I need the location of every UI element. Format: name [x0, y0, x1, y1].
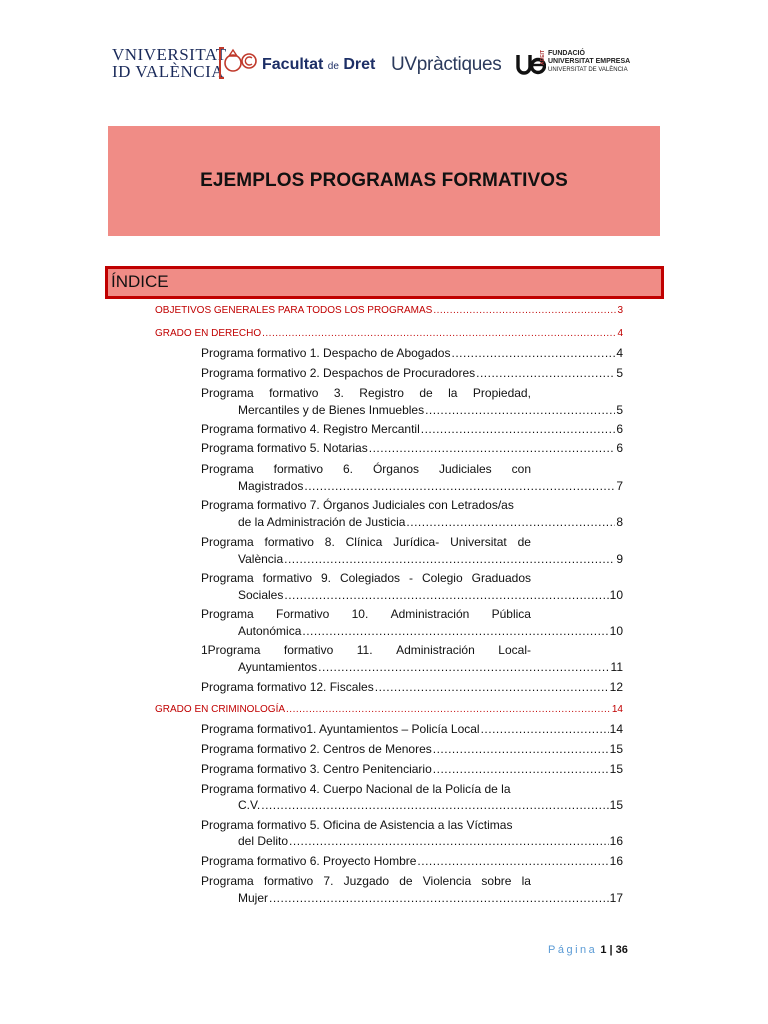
toc-entry-objetivos[interactable] — [155, 305, 623, 316]
word: la — [521, 874, 531, 888]
word: Administración — [396, 643, 475, 657]
toc-page-number: 15 — [609, 798, 623, 812]
word: Clínica — [345, 535, 383, 549]
leader-dots — [406, 515, 615, 529]
word: formativo — [269, 386, 319, 400]
toc-entry-derecho-12[interactable] — [201, 680, 623, 694]
toc-page-number: 16 — [609, 834, 623, 848]
toc-entry-derecho-8-line1[interactable] — [201, 535, 531, 549]
toc-entry-derecho-1[interactable] — [201, 346, 623, 360]
fue-line3: UNIVERSITAT DE VALÈNCIA — [548, 67, 628, 73]
toc-page-number: 10 — [609, 624, 623, 638]
word: 11. — [356, 643, 373, 657]
word: Órganos — [372, 462, 419, 476]
toc-entry-criminologia-6[interactable] — [201, 854, 623, 868]
word: Formativo — [275, 607, 330, 621]
leader-dots — [451, 346, 615, 360]
toc-entry-criminologia-7-line1[interactable] — [201, 874, 531, 888]
leader-dots — [433, 742, 609, 756]
word: Propiedad, — [472, 386, 531, 400]
leader-dots — [286, 704, 611, 715]
leader-dots — [425, 403, 615, 417]
word: Administración — [390, 607, 470, 621]
index-heading: ÍNDICE — [111, 272, 169, 291]
leader-dots — [433, 762, 609, 776]
word: 10. — [351, 607, 369, 621]
leader-dots — [476, 366, 615, 380]
toc-entry-derecho-5[interactable] — [201, 441, 623, 455]
leader-dots — [289, 834, 609, 848]
word: Colegiados — [339, 571, 401, 585]
word: formativo — [263, 874, 314, 888]
leader-dots — [262, 328, 616, 339]
word: formativo — [264, 535, 314, 549]
toc-entry-derecho-10-line1[interactable] — [201, 607, 531, 621]
word: Programa — [201, 874, 254, 888]
toc-entry-text: Sociales — [238, 588, 284, 602]
toc-page-number: 8 — [616, 515, 623, 529]
toc-entry-grado-derecho[interactable] — [155, 328, 623, 339]
word: Programa — [201, 386, 254, 400]
toc-entry-text: OBJETIVOS GENERALES PARA TODOS LOS PROGRAMAS — [155, 305, 433, 316]
toc-entry-text: Programa formativo 3. Centro Penitenciario — [201, 762, 432, 776]
facultat-dret-logo — [262, 56, 375, 74]
word: Graduados — [471, 571, 531, 585]
toc-entry-text: del Delito — [238, 834, 289, 848]
toc-entry-derecho-9-line1[interactable] — [201, 571, 531, 585]
word: 1Programa — [201, 643, 261, 657]
toc-entry-derecho-11-line2[interactable] — [238, 660, 623, 674]
toc-entry-text: de la Administración de Justicia — [238, 515, 406, 529]
word: Judiciales — [438, 462, 492, 476]
uv-logo-line1: VNIVERSITAT — [112, 45, 227, 64]
leader-dots — [302, 624, 608, 638]
word: Pública — [491, 607, 531, 621]
word: Colegio — [421, 571, 463, 585]
toc-entry-derecho-3-line1[interactable] — [201, 386, 531, 400]
index-heading-box — [105, 266, 664, 299]
word: Registro — [359, 386, 404, 400]
leader-dots — [481, 722, 609, 736]
leader-dots — [261, 798, 608, 812]
toc-page-number: 15 — [609, 742, 623, 756]
toc-page-number: 9 — [616, 552, 623, 566]
faculty-logo-main: Facultat — [262, 56, 324, 73]
toc-page-number: 6 — [616, 441, 623, 455]
leader-dots — [433, 305, 616, 316]
leader-dots — [375, 680, 609, 694]
toc-entry-derecho-7-line1[interactable]: Programa formativo 7. Órganos Judiciales con Letrados/as — [201, 498, 514, 512]
word: Violencia — [422, 874, 472, 888]
logo-bar — [112, 44, 652, 88]
word: Local- — [498, 643, 531, 657]
word: la — [448, 386, 458, 400]
word: de — [517, 535, 531, 549]
toc-entry-text: Programa formativo 5. Notarias — [201, 441, 368, 455]
word: Jurídica- — [393, 535, 440, 549]
word: 6. — [342, 462, 353, 476]
toc-page-number: 7 — [616, 479, 623, 493]
toc-entry-criminologia-3[interactable] — [201, 762, 623, 776]
toc-entry-derecho-7-line2[interactable] — [238, 515, 623, 529]
leader-dots — [318, 660, 609, 674]
toc-entry-criminologia-7-line2[interactable] — [238, 891, 623, 905]
word: 3. — [333, 386, 344, 400]
word: de — [399, 874, 413, 888]
word: Universitat — [450, 535, 507, 549]
toc-entry-text: GRADO EN DERECHO — [155, 328, 262, 339]
toc-entry-text: Programa formativo1. Ayuntamientos – Policía Local — [201, 722, 480, 736]
toc-page-number: 11 — [610, 660, 623, 674]
word: Programa — [201, 571, 254, 585]
leader-dots — [304, 479, 615, 493]
current-page-number: 1 — [600, 944, 607, 956]
toc-entry-text: Mujer — [238, 891, 269, 905]
toc-entry-derecho-9-line2[interactable] — [238, 588, 623, 602]
toc-entry-derecho-3-line2[interactable] — [238, 403, 623, 417]
toc-entry-text: Magistrados — [238, 479, 304, 493]
leader-dots — [269, 891, 609, 905]
leader-dots — [417, 854, 608, 868]
word: formativo — [262, 571, 313, 585]
fue-line1: FUNDACIÓ — [548, 50, 585, 57]
word: formativo — [273, 462, 324, 476]
adeit-label: ADEIT — [540, 50, 546, 65]
faculty-logo-small: de — [327, 61, 339, 72]
toc-entry-criminologia-5-line1[interactable]: Programa formativo 5. Oficina de Asistencia a las Víctimas — [201, 818, 513, 832]
total-pages: 36 — [615, 944, 628, 956]
page-separator: | — [609, 944, 613, 956]
toc-entry-criminologia-4-line1[interactable]: Programa formativo 4. Cuerpo Nacional de la Policía de la — [201, 782, 511, 796]
toc-entry-criminologia-4-line2[interactable] — [238, 798, 623, 812]
word: Juzgado — [343, 874, 389, 888]
toc-entry-criminologia-1[interactable] — [201, 722, 623, 736]
toc-page-number: 14 — [609, 722, 623, 736]
faculty-logo-end: Dret — [343, 56, 376, 73]
toc-page-number: 3 — [617, 305, 623, 316]
toc-page-number: 14 — [611, 704, 623, 715]
page-footer — [548, 944, 628, 956]
document-title: EJEMPLOS PROGRAMAS FORMATIVOS — [200, 170, 568, 191]
universitat-valencia-logo — [112, 46, 227, 80]
toc-entry-text: Programa formativo 1. Despacho de Abogados — [201, 346, 451, 360]
toc-page-number: 10 — [609, 588, 623, 602]
toc-page-number: 6 — [616, 422, 623, 436]
toc-entry-text: València — [238, 552, 284, 566]
title-banner — [108, 126, 660, 236]
toc-entry-text: C.V. — [238, 798, 261, 812]
toc-entry-derecho-11-line1[interactable] — [201, 643, 531, 657]
toc-entry-criminologia-5-line2[interactable] — [238, 834, 623, 848]
word: con — [511, 462, 531, 476]
toc-page-number: 5 — [616, 403, 623, 417]
toc-page-number: 4 — [616, 346, 623, 360]
toc-entry-derecho-4[interactable] — [201, 422, 623, 436]
word: - — [408, 571, 413, 585]
word: 7. — [323, 874, 334, 888]
uv-logo-line2: ID VALÈNCIA — [112, 62, 225, 81]
toc-entry-derecho-8-line2[interactable] — [238, 552, 623, 566]
toc-entry-text: Autonómica — [238, 624, 302, 638]
toc-page-number: 17 — [609, 891, 623, 905]
word: Programa — [201, 535, 254, 549]
toc-page-number: 5 — [616, 366, 623, 380]
toc-entry-text: Programa formativo 2. Centros de Menores — [201, 742, 432, 756]
leader-dots — [284, 588, 608, 602]
toc-entry-text: Programa formativo 2. Despachos de Procuradores — [201, 366, 476, 380]
word: Programa — [201, 462, 254, 476]
toc-entry-derecho-2[interactable] — [201, 366, 623, 380]
fundacio-universitat-empresa-logo — [540, 50, 631, 74]
fue-line2: UNIVERSITAT EMPRESA — [548, 58, 631, 65]
toc-entry-derecho-6-line2[interactable] — [238, 479, 623, 493]
toc-entry-text: Programa formativo 4. Registro Mercantil — [201, 422, 420, 436]
leader-dots — [421, 422, 616, 436]
toc-entry-text: Mercantiles y de Bienes Inmuebles — [238, 403, 425, 417]
toc-entry-text: Programa formativo 6. Proyecto Hombre — [201, 854, 417, 868]
leader-dots — [369, 441, 616, 455]
word: formativo — [283, 643, 334, 657]
toc-entry-criminologia-2[interactable] — [201, 742, 623, 756]
toc-entry-text: Ayuntamientos — [238, 660, 318, 674]
word: sobre — [481, 874, 512, 888]
toc-entry-text: GRADO EN CRIMINOLOGÍA — [155, 704, 286, 715]
toc-page-number: 4 — [617, 328, 623, 339]
page-label: Página — [548, 944, 598, 956]
toc-entry-derecho-10-line2[interactable] — [238, 624, 623, 638]
toc-entry-grado-criminologia[interactable] — [155, 704, 623, 715]
toc-entry-derecho-6-line1[interactable] — [201, 462, 531, 476]
toc-page-number: 15 — [609, 762, 623, 776]
word: de — [419, 386, 433, 400]
toc-page-number: 16 — [609, 854, 623, 868]
leader-dots — [284, 552, 615, 566]
word: 8. — [324, 535, 335, 549]
toc-page-number: 12 — [609, 680, 623, 694]
word: Programa — [201, 607, 254, 621]
faculty-seal-icon — [218, 44, 260, 82]
uvpractiques-logo: UVpràctiques — [391, 54, 502, 75]
toc-entry-text: Programa formativo 12. Fiscales — [201, 680, 374, 694]
word: 9. — [320, 571, 331, 585]
